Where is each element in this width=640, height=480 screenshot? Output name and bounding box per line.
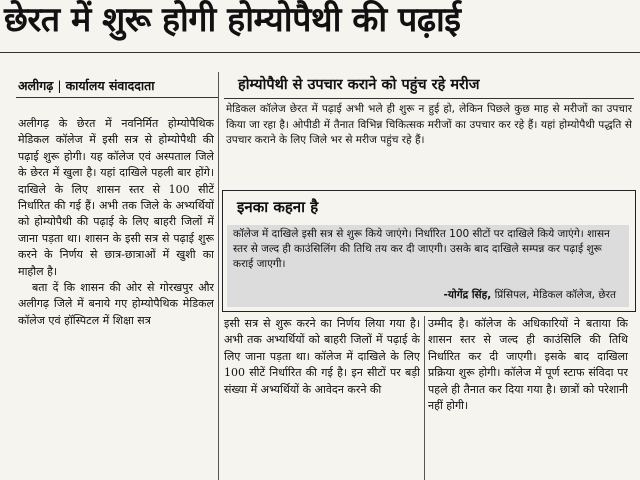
byline-rule (16, 97, 218, 98)
byline-separator: | (57, 78, 62, 93)
left-paragraph-2: बता दें कि शासन की ओर से गोरखपुर और अलीगढ़ जिले में बनाये गए होम्योपैथिक मेडिकल कॉलेज एवं हॉस्पिटल में शिक्षा सत्र (18, 281, 214, 327)
attribution-name: -योगेंद्र सिंह, (443, 289, 492, 301)
intro-paragraph (226, 102, 632, 186)
right-text: उम्मीद है। कॉलेज के अधिकारियों ने बताया कि शासन स्तर से जल्द ही काउंसिलि की तिथि निर्धारित कर दी जाएगी। इसके बाद दाखिला प्रक्रिया शुरू होगी। कॉलेज में पूर्ण स्टाफ संविदा पर पहले ही तैनात कर दिया गया है। छात्रों को परेशानी नहीं होगी। (428, 317, 628, 413)
left-column (18, 116, 214, 480)
right-column (428, 316, 628, 480)
column-divider (218, 72, 219, 480)
subhead-rule (224, 98, 634, 99)
left-paragraph-1: अलीगढ़ के छेरत में नवनिर्मित होम्योपैथिक मेडिकल कॉलेज में इसी सत्र से होम्योपैथी की पढ़ाई शुरू होगी। यह कॉलेज एवं अस्पताल जिले के छेरत में खुला है। यहां दाखिले पहली बार होंगे। दाखिले के लिए शासन स्तर से 100 सीटें निर्धारित की गई हैं। अभी तक जिले के अभ्यर्थियों को होम्योपैथी की पढ़ाई के लिए बाहरी जिलों में जाना पड़ता था। शासन के इसी सत्र से पढ़ाई शुरू करने के निर्णय से छात्र-छात्राओं में खुशी का माहौल है। (18, 117, 214, 278)
quote-box-title: इनका कहना है (237, 198, 319, 216)
quote-attribution (444, 288, 616, 302)
intro-text: मेडिकल कॉलेज छेरत में पढ़ाई अभी भले ही शुरू न हुई हो, लेकिन पिछले कुछ माह से मरीजों का उपचार किया जा रहा है। ओपीडी में तैनात विभिन्न चिकित्सक मरीजों का उपचार कर रहे हैं। यहां होम्योपैथी पद्धति से उपचार कराने के लिए जिले भर से मरीज पहुंच रहे हैं। (226, 103, 632, 146)
headline: छेरत में शुरू होगी होम्योपैथी की पढ़ाई (4, 0, 461, 40)
headline-rule (0, 52, 640, 53)
middle-text: इसी सत्र से शुरू करने का निर्णय लिया गया है। अभी तक अभ्यर्थियों को बाहरी जिलों में पढ़ाई के लिए जाना पड़ता था। कॉलेज में दाखिले के लिए 100 सीटें निर्धारित की गई है। इन सीटों पर बड़ी संख्या में अभ्यर्थियों के आवेदन करने की (224, 317, 420, 396)
byline-place: अलीगढ़ (18, 78, 54, 93)
attribution-role: प्रिंसिपल, मेडिकल कॉलेज, छेरत (494, 289, 616, 301)
byline (18, 77, 154, 94)
middle-column (224, 316, 420, 480)
byline-author: कार्यालय संवाददाता (65, 78, 155, 93)
quote-text: कॉलेज में दाखिले इसी सत्र से शुरू किये जाएंगे। निर्धारित 100 सीटों पर दाखिले किये जाएंगे। शासन स्तर से जल्द ही काउंसिलिंग की तिथि तय कर दी जाएगी। उसके बाद दाखिले सम्पन्न कर पढ़ाई शुरू कराई जाएगी। (233, 228, 610, 270)
subheadline: होम्योपैथी से उपचार कराने को पहुंच रहे मरीज (238, 77, 480, 93)
column-divider-2 (424, 316, 425, 480)
